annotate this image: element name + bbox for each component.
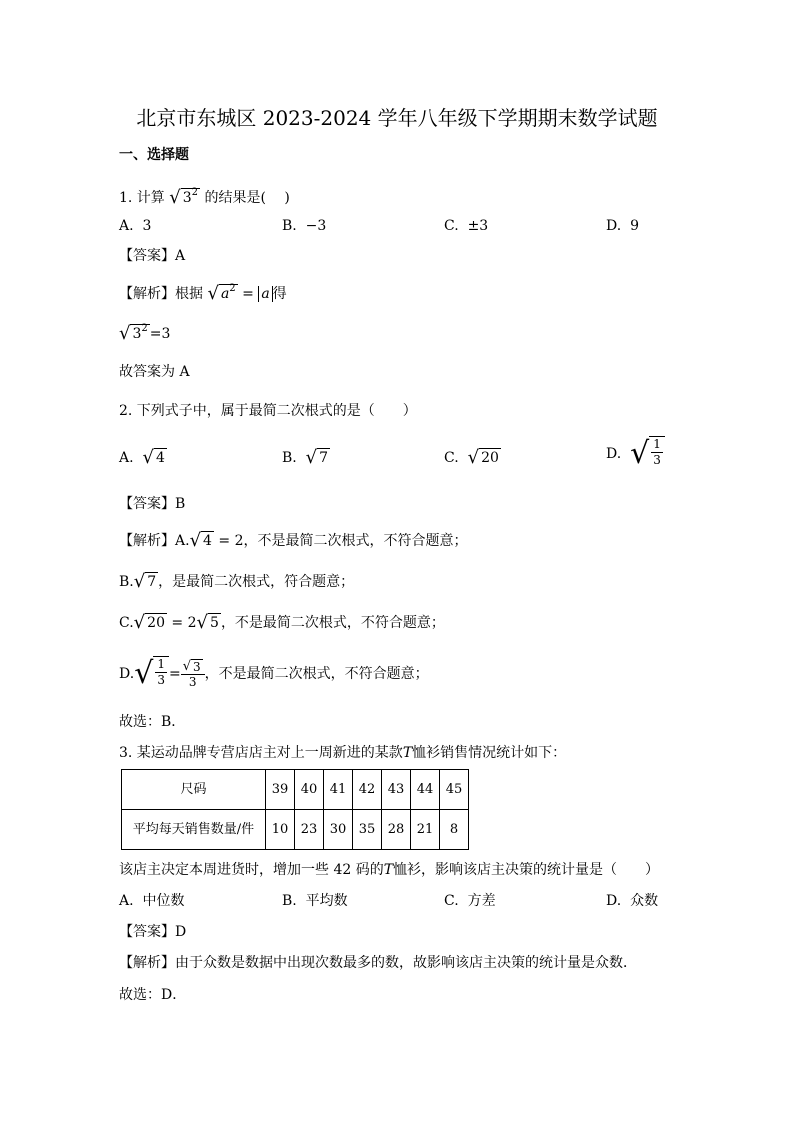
q2-conclusion: 故选：B．: [119, 714, 186, 730]
table-cell: 39: [266, 770, 295, 810]
q2-option-b: B. √ 7: [282, 447, 329, 468]
sales-table: [121, 769, 469, 850]
q1-analysis-radical: √ $a^2$: [207, 283, 236, 304]
question-3-stem: 3. 某运动品牌专营店店主对上一周新进的某款T恤衫销售情况统计如下：: [119, 745, 567, 761]
q3-conclusion: 故选：D．: [119, 987, 187, 1003]
table-cell: 41: [324, 770, 353, 810]
q1-option-c: C. ±3: [444, 218, 489, 234]
q1-answer: 【答案】A: [119, 248, 186, 264]
table-row: [122, 810, 469, 850]
table-cell: 45: [440, 770, 469, 810]
q1-conclusion: 故答案为 A: [119, 364, 190, 380]
q1-option-a: A. 3: [119, 218, 152, 234]
table-cell: 28: [382, 810, 411, 850]
q3-answer: 【答案】D: [119, 924, 187, 940]
q3-option-a: A. 中位数: [119, 893, 185, 909]
table-cell: 42: [353, 770, 382, 810]
q2-analysis-b: B. √ 7 ，是最简二次根式，符合题意；: [119, 571, 355, 592]
q2-analysis-c: C. √ 20 = 2 √ 5 ，不是最简二次根式，不符合题意；: [119, 612, 445, 633]
table-cell: 40: [295, 770, 324, 810]
q2-analysis-d: D. √ $\frac{1}{3}$ = √ 3 3 ，不是最简二次根式，不符合题意；: [119, 656, 429, 691]
q2-analysis-a: 【解析】A. √ 4 = 2，不是最简二次根式，不符合题意；: [119, 530, 468, 551]
table-cell: 43: [382, 770, 411, 810]
table-cell: 44: [411, 770, 440, 810]
q1-calculation: [119, 324, 170, 344]
table-cell: 21: [411, 810, 440, 850]
q3-option-b: B. 平均数: [282, 893, 348, 909]
q1-stem-suffix: 的结果是( ): [204, 190, 290, 206]
table-header-sales: 平均每天销售数量/件: [122, 810, 266, 850]
q1-stem-prefix: 1. 计算: [119, 190, 165, 206]
q1-exponent: 2: [191, 187, 199, 198]
q1-absolute-value: a: [258, 286, 272, 302]
q1-radical: √ $3^2$: [169, 187, 199, 208]
table-cell: 23: [295, 810, 324, 850]
table-header-size: 尺码: [122, 770, 266, 810]
q1-radicand: 3: [182, 190, 192, 206]
q2-option-d: D. √ $\frac{1}{3}$: [606, 436, 665, 472]
q2-answer: 【答案】B: [119, 496, 186, 512]
q1-option-d: D. 9: [606, 218, 640, 234]
question-2-stem: 2. 下列式子中，属于最简二次根式的是（ ）: [119, 403, 417, 419]
q3-analysis: 【解析】由于众数是数据中出现次数最多的数，故影响该店主决策的统计量是众数．: [119, 955, 637, 971]
q1-analysis-prefix: 【解析】根据: [119, 286, 203, 302]
section-heading: 一、选择题: [119, 147, 189, 163]
q1-calc-radical: √ $3^2$: [119, 323, 148, 344]
document-title: 北京市东城区 2023-2024 学年八年级下学期期末数学试题: [136, 106, 658, 130]
question-1-stem: [119, 188, 290, 208]
q1-option-b: B. −3: [282, 218, 327, 234]
q1-calc-result: =3: [149, 326, 171, 342]
q2-option-c: C. √ 20: [444, 447, 499, 468]
q3-option-d: D. 众数: [606, 893, 659, 909]
q2-option-a: A. √ 4: [119, 447, 165, 468]
q3-option-c: C. 方差: [444, 893, 496, 909]
table-cell: 30: [324, 810, 353, 850]
table-cell: 8: [440, 810, 469, 850]
table-row: [122, 770, 469, 810]
q3-question: 该店主决定本周进货时，增加一些 42 码的T恤衫，影响该店主决策的统计量是（ ）: [119, 862, 660, 878]
q1-analysis: 【解析】根据 √ $a^2$ = a 得: [119, 283, 287, 304]
table-cell: 10: [266, 810, 295, 850]
table-cell: 35: [353, 810, 382, 850]
